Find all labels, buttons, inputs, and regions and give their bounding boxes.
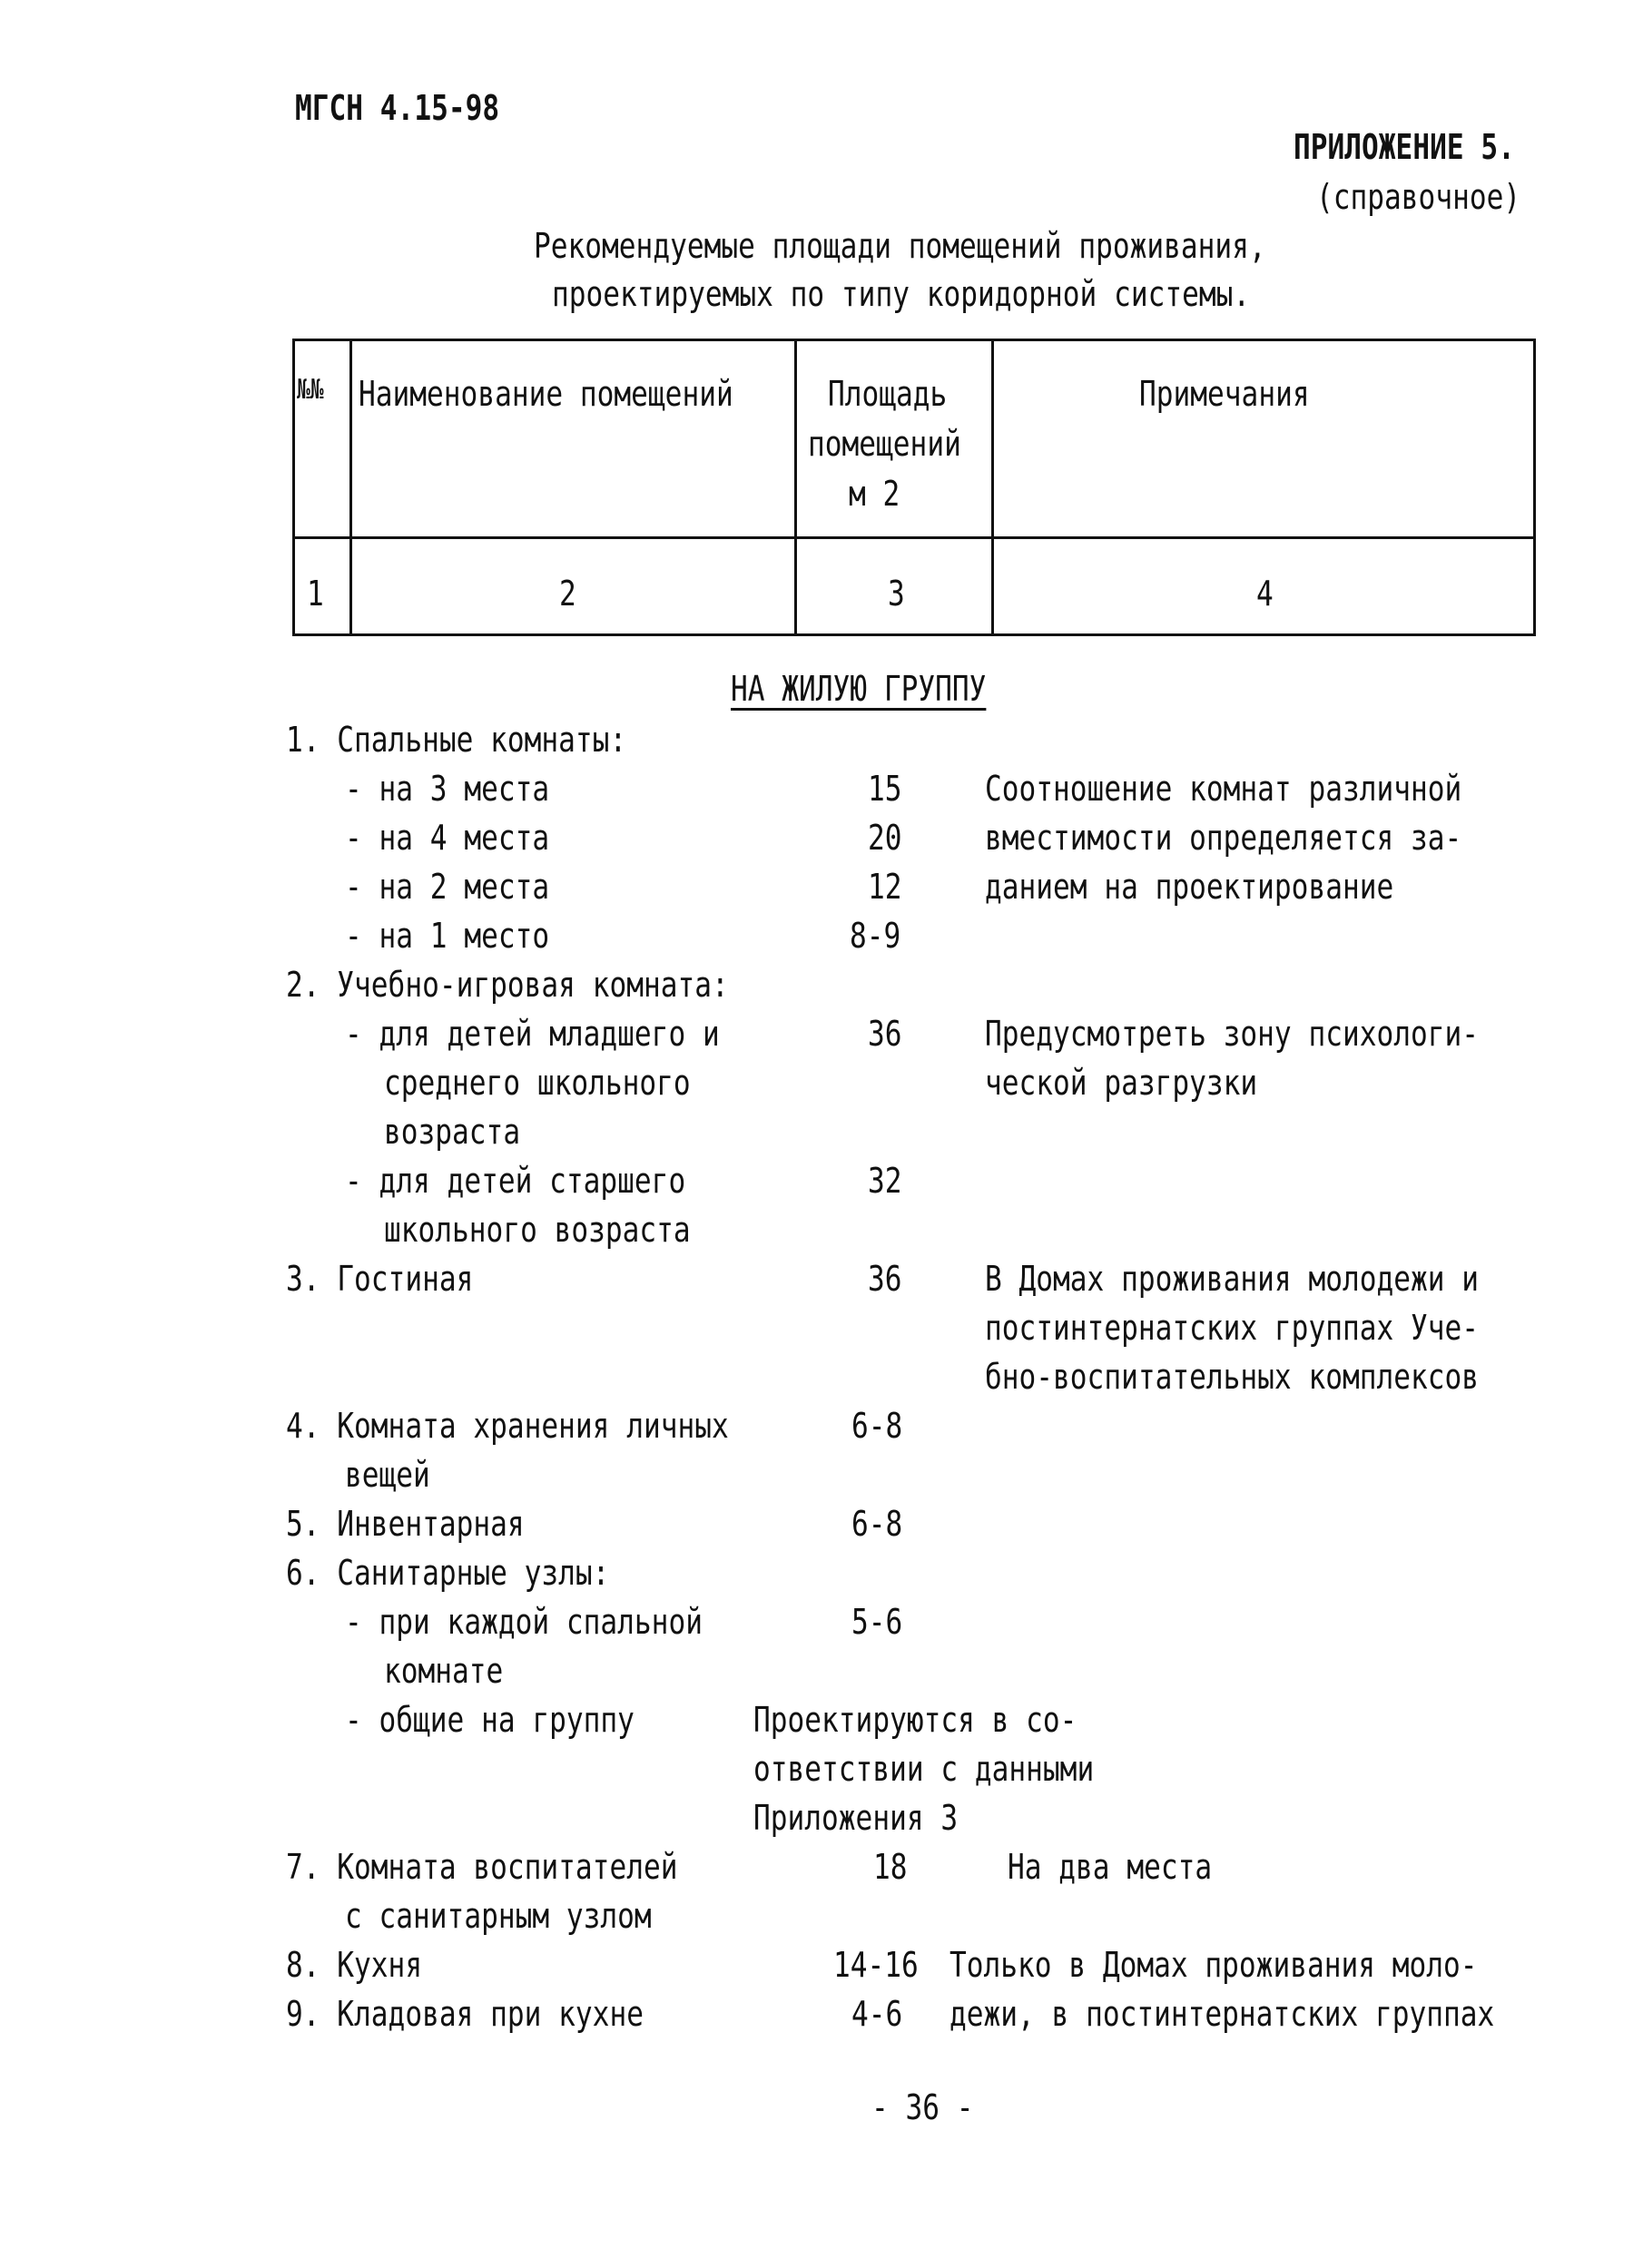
row-note: В Домах проживания молодежи и — [985, 1259, 1480, 1299]
row-name: 6. Санитарные узлы: — [286, 1553, 610, 1593]
row-name: возраста — [384, 1112, 521, 1152]
row-area: 6-8 — [851, 1406, 903, 1446]
row-name: - при каждой спальной — [345, 1602, 703, 1642]
page-number: - 36 - — [871, 2087, 974, 2127]
row-area: 15 — [868, 769, 902, 809]
caption-line-1: Рекомендуемые площади помещений проживания, — [534, 226, 1266, 266]
col-number-2: 2 — [559, 574, 576, 614]
row-name: 3. Гостиная — [286, 1259, 474, 1299]
row-area: Проектируются в со- — [753, 1700, 1077, 1740]
row-area: Приложения 3 — [753, 1798, 959, 1838]
row-note: бно-воспитательных комплексов — [985, 1357, 1480, 1397]
row-name: 4. Комната хранения личных — [286, 1406, 729, 1446]
col-number-1: 1 — [307, 574, 324, 614]
row-name: 5. Инвентарная — [286, 1504, 525, 1544]
row-name: 1. Спальные комнаты: — [286, 720, 627, 760]
row-name: с санитарным узлом — [345, 1896, 652, 1936]
appendix-title: ПРИЛОЖЕНИЕ 5. — [1294, 127, 1515, 167]
row-name: 7. Комната воспитателей — [286, 1847, 678, 1887]
row-area: 20 — [868, 818, 902, 858]
row-area: 5-6 — [851, 1602, 903, 1642]
row-name: школьного возраста — [384, 1210, 691, 1250]
row-area: 18 — [873, 1847, 908, 1887]
caption-line-2: проектируемых по типу коридорной системы. — [552, 274, 1251, 314]
row-name: 8. Кухня — [286, 1945, 423, 1985]
row-name: 9. Кладовая при кухне — [286, 1994, 644, 2034]
appendix-note: (справочное) — [1316, 177, 1521, 217]
row-area: 36 — [868, 1014, 902, 1054]
row-area: 14-16 — [833, 1945, 919, 1985]
row-name: - на 4 места — [345, 818, 550, 858]
row-area: 6-8 — [851, 1504, 903, 1544]
row-note: вместимости определяется за- — [985, 818, 1462, 858]
row-name: - на 1 место — [345, 916, 550, 956]
row-area: 4-6 — [851, 1994, 903, 2034]
header-area-line-2: помещений — [808, 424, 961, 464]
row-name: среднего школьного — [384, 1063, 691, 1103]
row-note: Предусмотреть зону психологи- — [985, 1014, 1480, 1054]
row-area: ответствии с данными — [753, 1749, 1095, 1789]
row-note: дежи, в постинтернатских группах — [949, 1994, 1495, 2034]
col-number-3: 3 — [888, 574, 905, 614]
row-area: 36 — [868, 1259, 902, 1299]
row-name: вещей — [345, 1455, 430, 1495]
row-note: постинтернатских группах Уче- — [985, 1308, 1480, 1348]
row-note: ческой разгрузки — [985, 1063, 1258, 1103]
row-area: 32 — [868, 1161, 902, 1201]
row-name: - на 2 места — [345, 867, 550, 907]
row-area: 8-9 — [850, 916, 901, 956]
row-note: На два места — [1008, 1847, 1213, 1887]
row-area: 12 — [868, 867, 902, 907]
header-room-name: Наименование помещений — [359, 374, 733, 414]
row-name: комнате — [384, 1651, 504, 1691]
header-area-line-1: Площадь — [828, 374, 948, 414]
document-code: МГСН 4.15-98 — [295, 88, 500, 128]
row-name: - на 3 места — [345, 769, 550, 809]
row-note: данием на проектирование — [985, 867, 1394, 907]
row-name: - для детей младшего и — [345, 1014, 720, 1054]
row-note: Соотношение комнат различной — [985, 769, 1462, 809]
header-area-line-3: м 2 — [849, 474, 900, 514]
row-name: - для детей старшего — [345, 1161, 686, 1201]
header-notes: Примечания — [1139, 374, 1310, 414]
section-title: НА ЖИЛУЮ ГРУППУ — [731, 669, 987, 709]
row-note: Только в Домах проживания моло- — [949, 1945, 1478, 1985]
col-number-4: 4 — [1256, 574, 1274, 614]
row-name: 2. Учебно-игровая комната: — [286, 965, 729, 1005]
header-number: №№ — [297, 374, 324, 406]
row-name: - общие на группу — [345, 1700, 635, 1740]
